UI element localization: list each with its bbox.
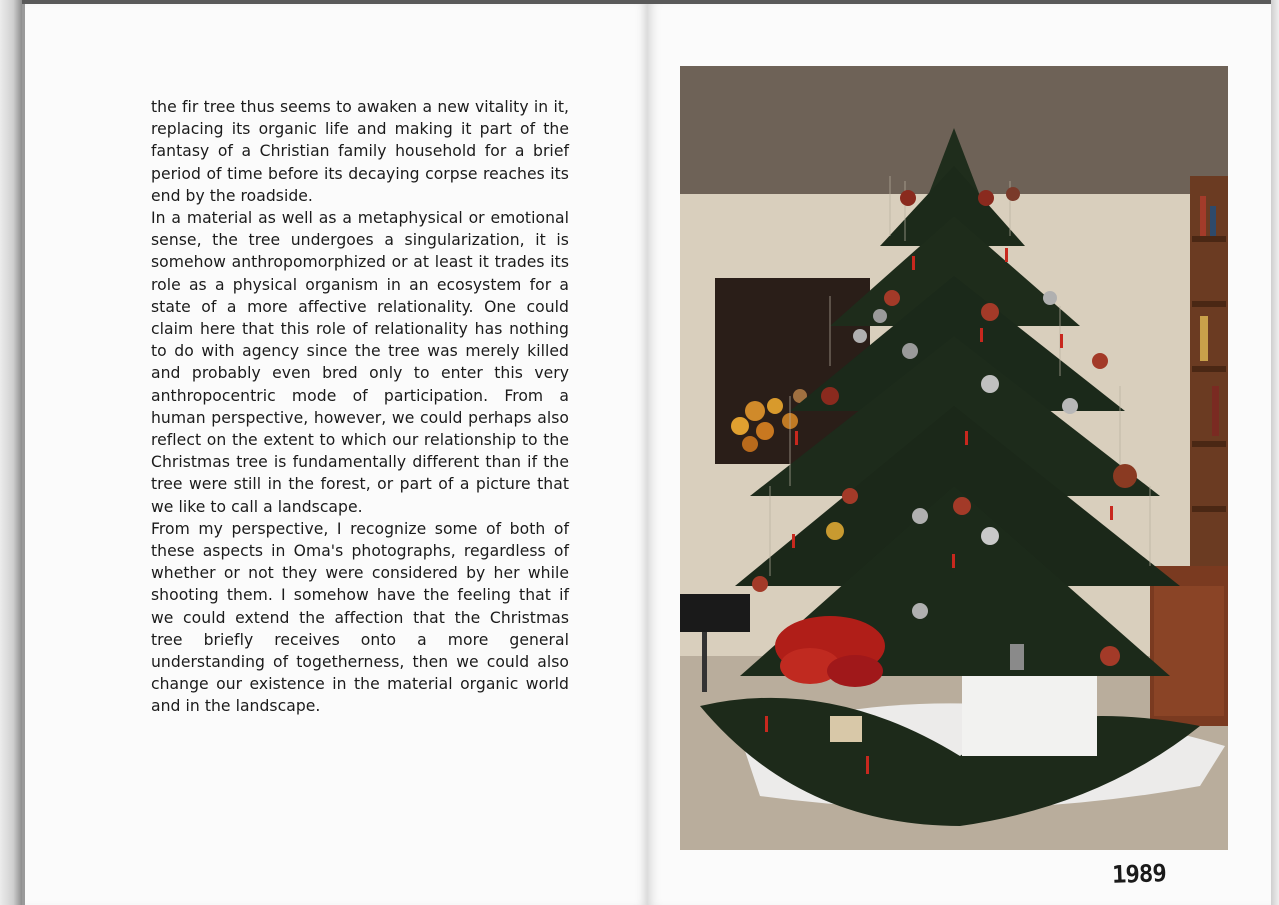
book-edge-right — [1271, 0, 1279, 905]
handwritten-year: 1989 — [1111, 859, 1167, 889]
paragraph-2: In a material as well as a metaphysical or emotional sense, the tree undergoes a singularization, it is somehow anthropomorphized or at least it trades its role as a physical organism in an ecosystem for a state of a more affective relationality. One could claim here that this role of relationality has nothing to do with agency since the tree was merely killed and probably even bred only to enter this very anthropocentric mode of participation. From a human perspective, however, we could perhaps also reflect on the extent to which our relationship to the Christmas tree is fundamentally different than if the tree were still in the forest, or part of a picture that we like to call a landscape. — [151, 209, 569, 516]
left-page — [22, 4, 647, 905]
paragraph-3: From my perspective, I recognize some of both of these aspects in Oma's photographs, regardless of whether or not they were considered by her while shooting them. I somehow have the feeling that if we could extend the affection that the Christmas tree briefly receives onto a more general understanding of togetherness, then we could also change our existence in the material organic world and in the landscape. — [151, 519, 569, 716]
christmas-tree-photo — [680, 66, 1228, 850]
body-text — [151, 96, 569, 718]
book-edge-left — [0, 0, 22, 905]
paragraph-1: the fir tree thus seems to awaken a new vitality in it, replacing its organic life and making it part of the fantasy of a Christian family household for a brief period of time before its decaying corpse reaches its end by the roadside. — [151, 98, 569, 205]
